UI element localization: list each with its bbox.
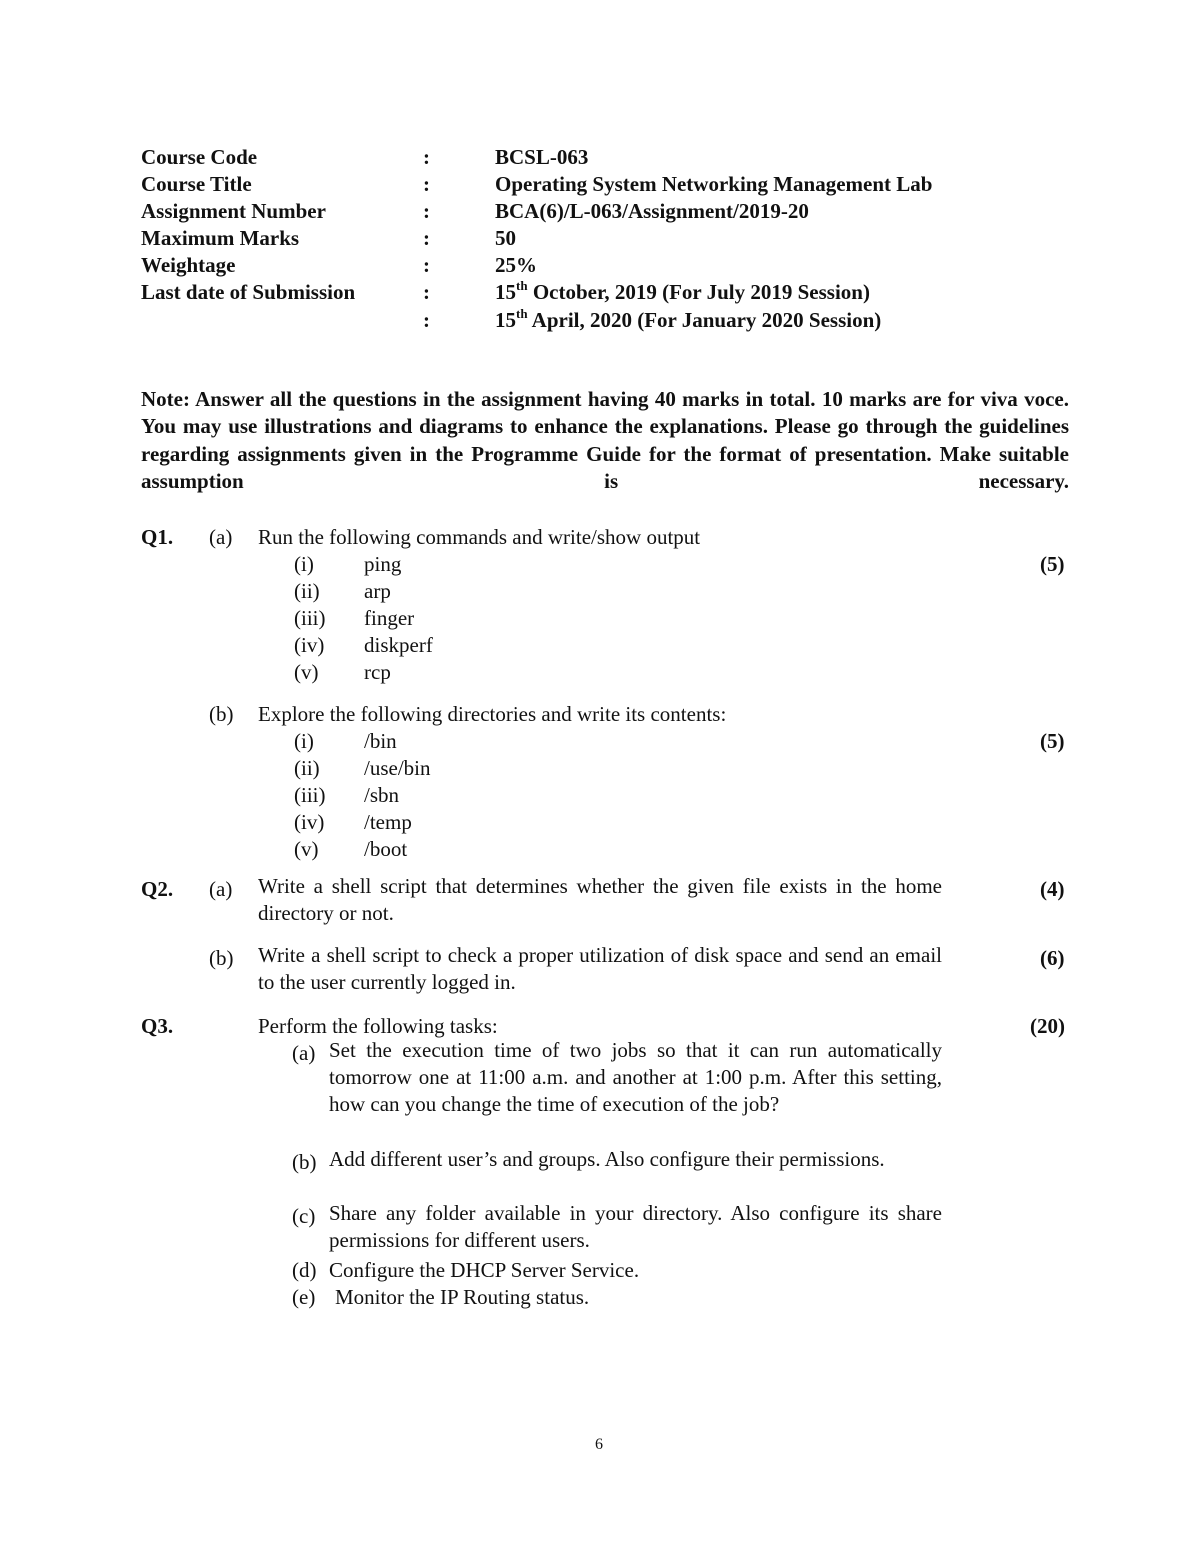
q1b-item-num: (v) xyxy=(294,837,319,861)
q1a-text: Run the following commands and write/show output xyxy=(258,525,701,549)
q1a-item-text: diskperf xyxy=(364,633,433,657)
course-code-value: BCSL-063 xyxy=(495,145,589,169)
course-code-separator: : xyxy=(423,145,430,169)
q1a-item-num: (v) xyxy=(294,660,319,684)
q1b-item-text: /temp xyxy=(364,810,412,834)
q2a-text: Write a shell script that determines whether the given file exists in the home directory or not. xyxy=(258,874,942,925)
q1a-label: (a) xyxy=(209,525,233,549)
q1b-item-text: /boot xyxy=(364,837,408,861)
q2a-marks: (4) xyxy=(1040,877,1065,901)
assignment-number-separator: : xyxy=(423,199,430,223)
q1a-item-text: arp xyxy=(364,579,391,603)
q1a-item-text: ping xyxy=(364,552,402,576)
maximum-marks-separator: : xyxy=(423,226,430,250)
q2b-marks: (6) xyxy=(1040,946,1065,970)
q3-label: Q3. xyxy=(141,1014,174,1038)
q3-marks: (20) xyxy=(1030,1014,1065,1038)
q1b-item-text: /sbn xyxy=(364,783,400,807)
q2a-label: (a) xyxy=(209,877,233,901)
course-title-value: Operating System Networking Management Lab xyxy=(495,172,933,196)
course-code-label: Course Code xyxy=(141,145,258,169)
page-number: 6 xyxy=(595,1436,603,1453)
assignment-number-value: BCA(6)/L-063/Assignment/2019-20 xyxy=(495,199,809,223)
q3-task-num: (a) xyxy=(292,1041,316,1065)
q1a-item-num: (iv) xyxy=(294,633,325,657)
assignment-number-label: Assignment Number xyxy=(141,199,326,223)
weightage-separator: : xyxy=(423,253,430,277)
submission-date-january: 15th April, 2020 (For January 2020 Session) xyxy=(495,306,882,332)
q2-label: Q2. xyxy=(141,877,174,901)
weightage-label: Weightage xyxy=(141,253,236,277)
q1b-item-num: (i) xyxy=(294,729,314,753)
q1a-item-num: (iii) xyxy=(294,606,326,630)
q1b-item-num: (iv) xyxy=(294,810,325,834)
q3-task-num: (d) xyxy=(292,1258,317,1282)
maximum-marks-label: Maximum Marks xyxy=(141,226,300,250)
q1a-item-text: rcp xyxy=(364,660,391,684)
q3-task-text: Share any folder available in your directory. Also configure its share permissions for different users. xyxy=(329,1201,942,1252)
q1b-text: Explore the following directories and write its contents: xyxy=(258,702,727,726)
q1a-item-num: (i) xyxy=(294,552,314,576)
submission-date-separator-2: : xyxy=(423,308,430,332)
submission-date-label: Last date of Submission xyxy=(141,280,356,304)
q1b-label: (b) xyxy=(209,702,234,726)
q1a-marks: (5) xyxy=(1040,552,1065,576)
q3-task-text: Add different user’s and groups. Also configure their permissions. xyxy=(329,1147,885,1171)
q2b-label: (b) xyxy=(209,946,234,970)
course-title-separator: : xyxy=(423,172,430,196)
q1b-marks: (5) xyxy=(1040,729,1065,753)
q2b-text: Write a shell script to check a proper utilization of disk space and send an email to the user currently logged in. xyxy=(258,943,942,994)
q1b-item-num: (iii) xyxy=(294,783,326,807)
q3-text: Perform the following tasks: xyxy=(258,1014,498,1038)
q3-task-num: (c) xyxy=(292,1204,316,1228)
q1b-item-num: (ii) xyxy=(294,756,320,780)
q3-task-text: Monitor the IP Routing status. xyxy=(335,1285,590,1309)
weightage-value: 25% xyxy=(495,253,537,277)
q1b-item-text: /bin xyxy=(364,729,397,753)
submission-date-separator: : xyxy=(423,280,430,304)
q3-task-num: (b) xyxy=(292,1150,317,1174)
submission-date-july: 15th October, 2019 (For July 2019 Session) xyxy=(495,278,870,304)
q3-task-num: (e) xyxy=(292,1285,316,1309)
q1b-item-text: /use/bin xyxy=(364,756,431,780)
maximum-marks-value: 50 xyxy=(495,226,516,250)
q1a-item-text: finger xyxy=(364,606,415,630)
q3-task-text: Configure the DHCP Server Service. xyxy=(329,1258,640,1282)
q1-label: Q1. xyxy=(141,525,174,549)
course-title-label: Course Title xyxy=(141,172,252,196)
assignment-note: Note: Answer all the questions in the assignment having 40 marks in total. 10 marks are for viva voce. You may use illustrations and diagrams to enhance the explanations. Please go through the guidelines regarding assignments given in the Programme Guide for the format of presentation. Make suitable assumption is necessary. xyxy=(141,387,1069,493)
q3-task-text: Set the execution time of two jobs so that it can run automatically tomorrow one at 11:00 a.m. and another at 1:00 p.m. After this setting, how can you change the time of execution of the job? xyxy=(329,1038,942,1116)
q1a-item-num: (ii) xyxy=(294,579,320,603)
